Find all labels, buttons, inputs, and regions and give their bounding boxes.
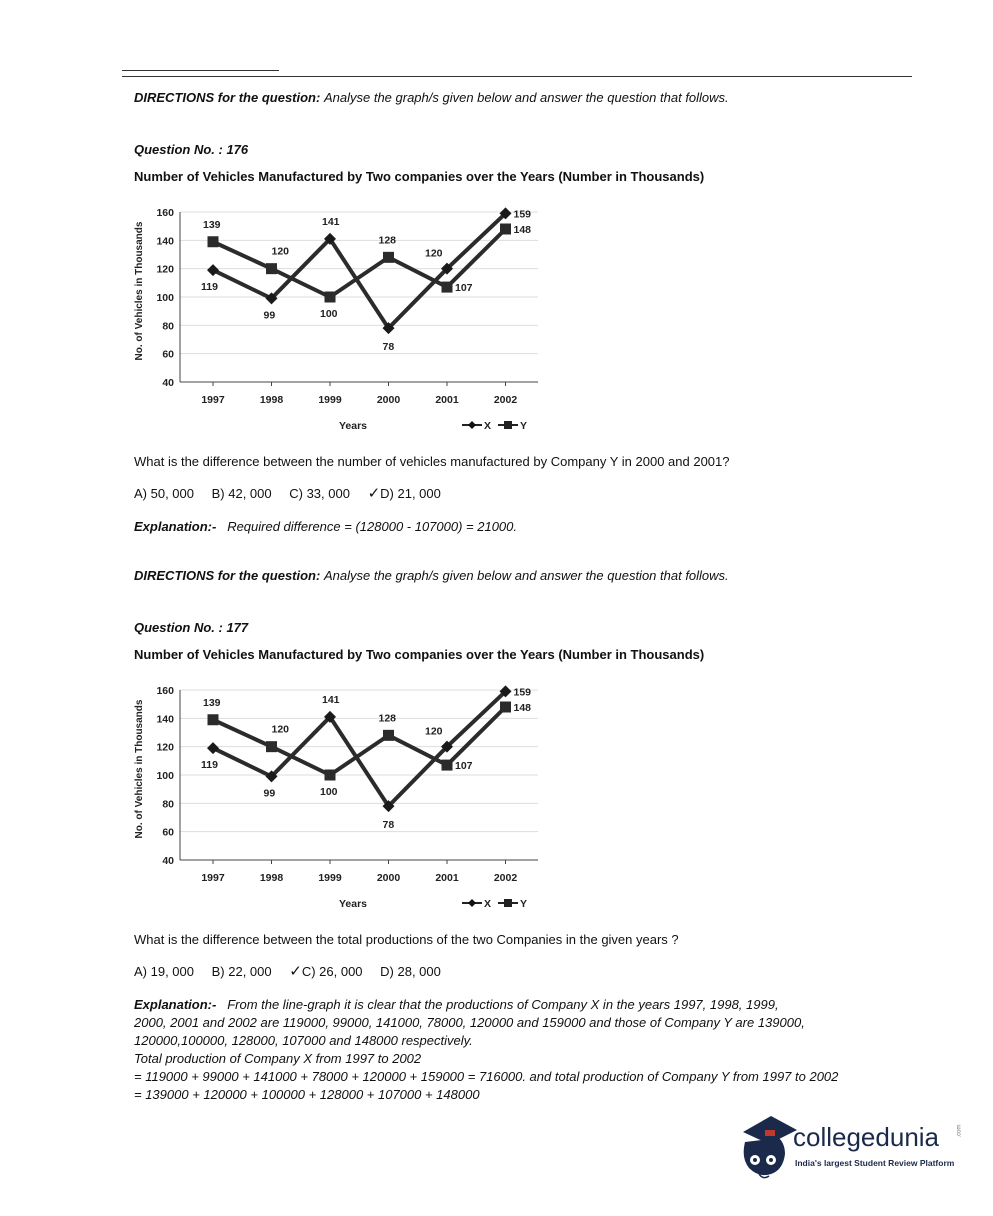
y-tick-label-120: 120	[156, 741, 174, 754]
data-label-Y-1999: 100	[320, 308, 338, 320]
q176-explanation	[134, 519, 517, 534]
y-tick-label-80: 80	[162, 798, 174, 811]
data-label-Y-2002: 148	[513, 224, 532, 236]
x-axis-title: Years	[338, 420, 368, 432]
x-tick-label-1997: 1997	[201, 394, 225, 406]
q176-option-c[interactable]: C) 33, 000	[289, 486, 350, 501]
data-label-X-2001: 120	[425, 247, 443, 260]
y-tick-label-140: 140	[156, 235, 174, 248]
data-label-Y-2002: 148	[513, 702, 532, 714]
q177-explanation-line-1: 2000, 2001 and 2002 are 119000, 99000, 141000, 78000, 120000 and 159000 and those of Company Y are 139000,	[134, 1015, 805, 1030]
x-tick-label-2000: 2000	[376, 872, 401, 884]
y-tick-label-60: 60	[162, 826, 174, 839]
marker-Y-2001	[442, 282, 453, 293]
logo-tagline: India's largest Student Review Platform	[795, 1158, 955, 1168]
q176-option-a[interactable]: A) 50, 000	[134, 486, 194, 501]
q177-explanation-label: Explanation:-	[134, 997, 217, 1012]
marker-Y-2002	[500, 702, 511, 713]
y-tick-label-60: 60	[162, 348, 174, 361]
y-axis-title: No. of Vehicles in Thousands	[134, 221, 145, 361]
y-tick-label-100: 100	[156, 770, 174, 782]
data-label-X-1998: 99	[263, 309, 276, 322]
q176-chart-title: Number of Vehicles Manufactured by Two companies over the Years (Number in Thousands)	[134, 169, 705, 184]
q177-directions-text: Analyse the graph/s given below and answer the question that follows.	[323, 568, 729, 583]
q176-directions	[134, 90, 729, 105]
marker-Y-2001	[442, 760, 453, 771]
data-label-Y-2001: 107	[455, 282, 473, 295]
data-label-X-2001: 120	[425, 725, 443, 738]
x-tick-label-2000: 2000	[376, 394, 401, 406]
q176-correct-check-icon: ✓	[367, 485, 381, 502]
marker-Y-1999	[325, 292, 336, 303]
q176-option-b[interactable]: B) 42, 000	[211, 486, 272, 501]
data-label-X-2002: 159	[513, 208, 532, 221]
q177-question: What is the difference between the total productions of the two Companies in the given years ?	[134, 932, 679, 947]
data-label-X-1997: 119	[201, 759, 218, 772]
q177-option-c[interactable]: ✓C) 26, 000	[289, 963, 363, 980]
x-tick-label-1997: 1997	[201, 872, 225, 884]
data-label-Y-2000: 128	[378, 712, 397, 725]
data-label-X-1999: 141	[322, 693, 340, 706]
q177-chart-title: Number of Vehicles Manufactured by Two companies over the Years (Number in Thousands)	[134, 647, 705, 662]
y-tick-label-160: 160	[156, 207, 174, 219]
data-label-Y-1998: 120	[271, 245, 290, 258]
data-label-Y-2000: 128	[378, 234, 397, 247]
marker-Y-2000	[383, 252, 394, 263]
q177-chart	[128, 678, 548, 923]
y-tick-label-140: 140	[156, 713, 174, 726]
data-label-X-2000: 78	[382, 819, 395, 832]
marker-Y-1999	[325, 770, 336, 781]
data-label-Y-2001: 107	[455, 760, 473, 773]
legend-marker-Y	[504, 899, 512, 907]
q177-option-a[interactable]: A) 19, 000	[134, 964, 194, 979]
data-label-X-1999: 141	[322, 215, 340, 228]
x-tick-label-1999: 1999	[318, 394, 342, 406]
q177-explanation-line-0: Explanation:- From the line-graph it is clear that the productions of Company X in the years 1997, 1998, 1999,	[134, 997, 779, 1012]
x-tick-label-2002: 2002	[493, 394, 518, 406]
y-tick-label-100: 100	[156, 292, 174, 304]
q177-explanation-line-4: = 119000 + 99000 + 141000 + 78000 + 120000 + 159000 = 716000. and total production of Company Y from 1997 to 2002	[134, 1069, 839, 1084]
data-label-Y-1997: 139	[203, 696, 221, 709]
marker-Y-2002	[500, 224, 511, 235]
q176-chart-svg	[128, 200, 548, 440]
header-rule-short	[122, 70, 279, 71]
legend-label-Y: Y	[520, 898, 528, 910]
x-axis-title: Years	[338, 898, 368, 910]
q176-options	[134, 484, 455, 502]
q176-explanation-text: Required difference = (128000 - 107000) = 21000.	[227, 519, 518, 534]
x-tick-label-1998: 1998	[259, 872, 284, 884]
marker-Y-2000	[383, 730, 394, 741]
marker-Y-1998	[266, 263, 277, 274]
q177-directions-label: DIRECTIONS for the question:	[134, 568, 321, 583]
y-tick-label-40: 40	[162, 377, 174, 389]
q177-option-b[interactable]: B) 22, 000	[211, 964, 272, 979]
marker-Y-1997	[208, 714, 219, 725]
y-tick-label-80: 80	[162, 320, 174, 333]
q177-directions	[134, 568, 729, 583]
q177-explanation-line-2: 120000,100000, 128000, 107000 and 148000 respectively.	[134, 1033, 473, 1048]
q177-correct-check-icon: ✓	[289, 963, 302, 980]
y-tick-label-40: 40	[162, 855, 174, 867]
legend-marker-Y	[504, 421, 512, 429]
x-tick-label-1999: 1999	[318, 872, 342, 884]
q176-question-no: Question No. : 176	[134, 142, 249, 157]
q177-chart-svg	[128, 678, 548, 918]
q177-question-no: Question No. : 177	[134, 620, 249, 635]
legend-marker-X	[468, 899, 476, 907]
legend-marker-X	[468, 421, 476, 429]
q176-explanation-label: Explanation:-	[134, 519, 217, 534]
q176-option-d[interactable]: ✓D) 21, 000	[367, 485, 441, 502]
q177-explanation-line-3: Total production of Company X from 1997 to 2002	[134, 1051, 422, 1066]
q176-question: What is the difference between the number of vehicles manufactured by Company Y in 2000 and 2001?	[134, 454, 730, 469]
x-tick-label-1998: 1998	[259, 394, 284, 406]
data-label-Y-1997: 139	[203, 218, 221, 231]
q177-options	[134, 962, 455, 980]
x-tick-label-2001: 2001	[435, 872, 459, 884]
legend-label-X: X	[484, 420, 492, 432]
legend-label-X: X	[484, 898, 492, 910]
q176-directions-text: Analyse the graph/s given below and answer the question that follows.	[323, 90, 729, 105]
data-label-Y-1999: 100	[320, 786, 338, 798]
marker-Y-1997	[208, 236, 219, 247]
x-tick-label-2002: 2002	[493, 872, 518, 884]
y-axis-title: No. of Vehicles in Thousands	[134, 699, 145, 839]
data-label-X-2000: 78	[382, 341, 395, 354]
q176-directions-label: DIRECTIONS for the question:	[134, 90, 321, 105]
data-label-X-1997: 119	[201, 281, 218, 294]
logo-com: .com	[956, 1124, 963, 1138]
data-label-Y-1998: 120	[271, 723, 290, 736]
header-rule-long	[122, 76, 912, 77]
q177-explanation-line-5: = 139000 + 120000 + 100000 + 128000 + 107000 + 148000	[134, 1087, 480, 1102]
x-tick-label-2001: 2001	[435, 394, 459, 406]
data-label-X-1998: 99	[263, 787, 276, 800]
logo-wordmark: collegedunia	[793, 1122, 940, 1152]
marker-Y-1998	[266, 741, 277, 752]
data-label-X-2002: 159	[513, 686, 532, 699]
q176-chart	[128, 200, 548, 445]
y-tick-label-160: 160	[156, 685, 174, 697]
y-tick-label-120: 120	[156, 263, 174, 276]
legend-label-Y: Y	[520, 420, 528, 432]
q177-option-d[interactable]: D) 28, 000	[380, 964, 441, 979]
